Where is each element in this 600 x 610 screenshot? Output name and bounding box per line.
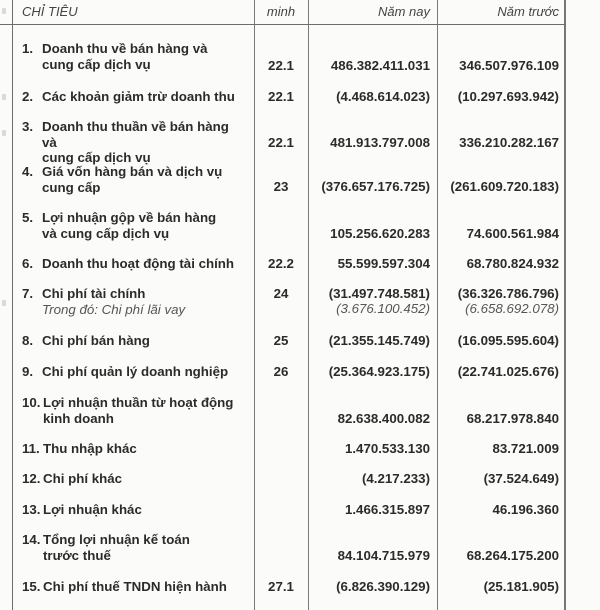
header-nam-nay: Năm nay	[377, 4, 430, 19]
ghost-mark	[2, 8, 6, 14]
row-number: 11.	[22, 441, 40, 456]
row-current-year-sub: (3.676.100.452)	[336, 301, 430, 316]
row-label-line1: Chi phí quản lý doanh nghiệp	[42, 364, 229, 379]
row-label-line1: Lợi nhuận thuần từ hoạt động	[43, 395, 234, 410]
row-label	[42, 89, 247, 105]
row-number: 5.	[22, 210, 34, 225]
row-label-line2: kinh doanh	[43, 410, 114, 426]
row-number: 2.	[22, 89, 34, 104]
row-label	[43, 471, 248, 487]
row-number: 3.	[22, 119, 34, 134]
row-number: 13.	[22, 502, 41, 517]
row-number: 6.	[22, 256, 34, 271]
row-current-year: 1.466.315.897	[344, 502, 430, 517]
ghost-mark	[2, 94, 6, 100]
row-label	[42, 41, 247, 72]
row-current-year: 481.913.797.008	[330, 135, 430, 150]
row-label-line1: Doanh thu về bán hàng và	[42, 41, 208, 56]
row-previous-year: (25.181.905)	[483, 579, 559, 594]
row-current-year: 82.638.400.082	[337, 411, 430, 426]
header-thuyet-minh: minh	[266, 4, 296, 19]
row-note: 22.1	[268, 135, 294, 150]
row-current-year: (376.657.176.725)	[321, 179, 430, 194]
row-number: 1.	[22, 41, 34, 56]
row-previous-year: 68.264.175.200	[466, 548, 559, 563]
row-previous-year: (16.095.595.604)	[457, 333, 559, 348]
row-previous-year: 46.196.360	[492, 502, 559, 517]
row-previous-year: (10.297.693.942)	[457, 89, 559, 104]
ghost-mark	[2, 300, 6, 306]
row-label	[42, 256, 247, 272]
row-previous-year-sub: (6.658.692.078)	[465, 301, 559, 316]
row-label-line2: trước thuế	[43, 547, 111, 563]
row-label	[43, 395, 248, 426]
header-chi-tieu: CHỈ TIÊU	[22, 4, 78, 19]
row-label-line1: Chi phí khác	[43, 471, 123, 486]
row-current-year: 55.599.597.304	[337, 256, 430, 271]
row-label-line1: Doanh thu hoạt động tài chính	[42, 256, 235, 271]
row-label-line1: Thu nhập khác	[43, 441, 137, 456]
row-number: 7.	[22, 286, 34, 301]
row-number: 14.	[22, 532, 41, 547]
row-previous-year: 346.507.976.109	[459, 58, 559, 73]
row-previous-year: (37.524.649)	[483, 471, 559, 486]
row-current-year: 1.470.533.130	[344, 441, 430, 456]
row-label	[42, 119, 247, 166]
header-divider	[0, 24, 566, 25]
row-current-year: 486.382.411.031	[330, 58, 430, 73]
row-previous-year: 74.600.561.984	[466, 226, 559, 241]
row-previous-year: (36.326.786.796)	[457, 286, 559, 301]
row-label	[43, 441, 248, 457]
row-previous-year: (261.609.720.183)	[450, 179, 559, 194]
row-previous-year: 83.721.009	[492, 441, 559, 456]
row-previous-year: 336.210.282.167	[459, 135, 559, 150]
row-note: 23	[273, 179, 289, 194]
row-previous-year: 68.217.978.840	[466, 411, 559, 426]
row-number: 4.	[22, 164, 34, 179]
row-label	[43, 502, 248, 518]
row-current-year: (25.364.923.175)	[328, 364, 430, 379]
row-label-line2: và cung cấp dịch vụ	[42, 225, 170, 241]
row-note: 26	[273, 364, 289, 379]
row-label	[42, 364, 247, 380]
row-note: 22.2	[268, 256, 294, 271]
row-label-line1: Các khoản giảm trừ doanh thu	[42, 89, 235, 104]
adjacent-page-edge	[0, 0, 12, 600]
row-label-line2: cung cấp	[42, 179, 101, 195]
row-note: 22.1	[268, 58, 294, 73]
row-label-line1: Doanh thu thuần về bán hàng và	[42, 119, 229, 150]
row-number: 10.	[22, 395, 41, 410]
row-number: 8.	[22, 333, 34, 348]
row-number: 9.	[22, 364, 34, 379]
row-number: 15.	[22, 579, 41, 594]
row-note: 25	[273, 333, 289, 348]
row-previous-year: (22.741.025.676)	[457, 364, 559, 379]
row-current-year: (21.355.145.749)	[328, 333, 430, 348]
row-current-year: (6.826.390.129)	[336, 579, 430, 594]
row-current-year: (4.217.233)	[361, 471, 430, 486]
row-current-year: (4.468.614.023)	[336, 89, 430, 104]
row-label	[42, 286, 247, 317]
row-current-year: (31.497.748.581)	[328, 286, 430, 301]
row-label-line2: cung cấp dịch vụ	[42, 150, 151, 165]
row-current-year: 84.104.715.979	[337, 548, 430, 563]
row-label-line1: Lợi nhuận khác	[43, 502, 142, 517]
row-label-line1: Tổng lợi nhuận kế toán	[43, 532, 190, 547]
row-number: 12.	[22, 471, 41, 486]
row-label	[42, 164, 247, 195]
row-label	[43, 579, 258, 595]
row-label-line2: cung cấp dịch vụ	[42, 56, 151, 72]
row-current-year: 105.256.620.283	[330, 226, 430, 241]
row-label-line1: Chi phí bán hàng	[42, 333, 150, 348]
row-note: 22.1	[268, 89, 294, 104]
row-note: 24	[273, 286, 289, 301]
header-nam-truoc: Năm trước	[497, 4, 559, 19]
row-label-line1: Chi phí tài chính	[42, 286, 146, 301]
ghost-mark	[2, 130, 6, 136]
row-label	[43, 532, 248, 563]
row-sublabel: Trong đó: Chi phí lãi vay	[42, 301, 186, 317]
row-label	[42, 333, 247, 349]
row-previous-year: 68.780.824.932	[466, 256, 559, 271]
row-label-line1: Lợi nhuận gộp về bán hàng	[42, 210, 217, 225]
row-label	[42, 210, 247, 241]
row-label-line1: Chi phí thuế TNDN hiện hành	[43, 579, 227, 594]
row-label-line1: Giá vốn hàng bán và dịch vụ	[42, 164, 223, 179]
row-note: 27.1	[268, 579, 294, 594]
